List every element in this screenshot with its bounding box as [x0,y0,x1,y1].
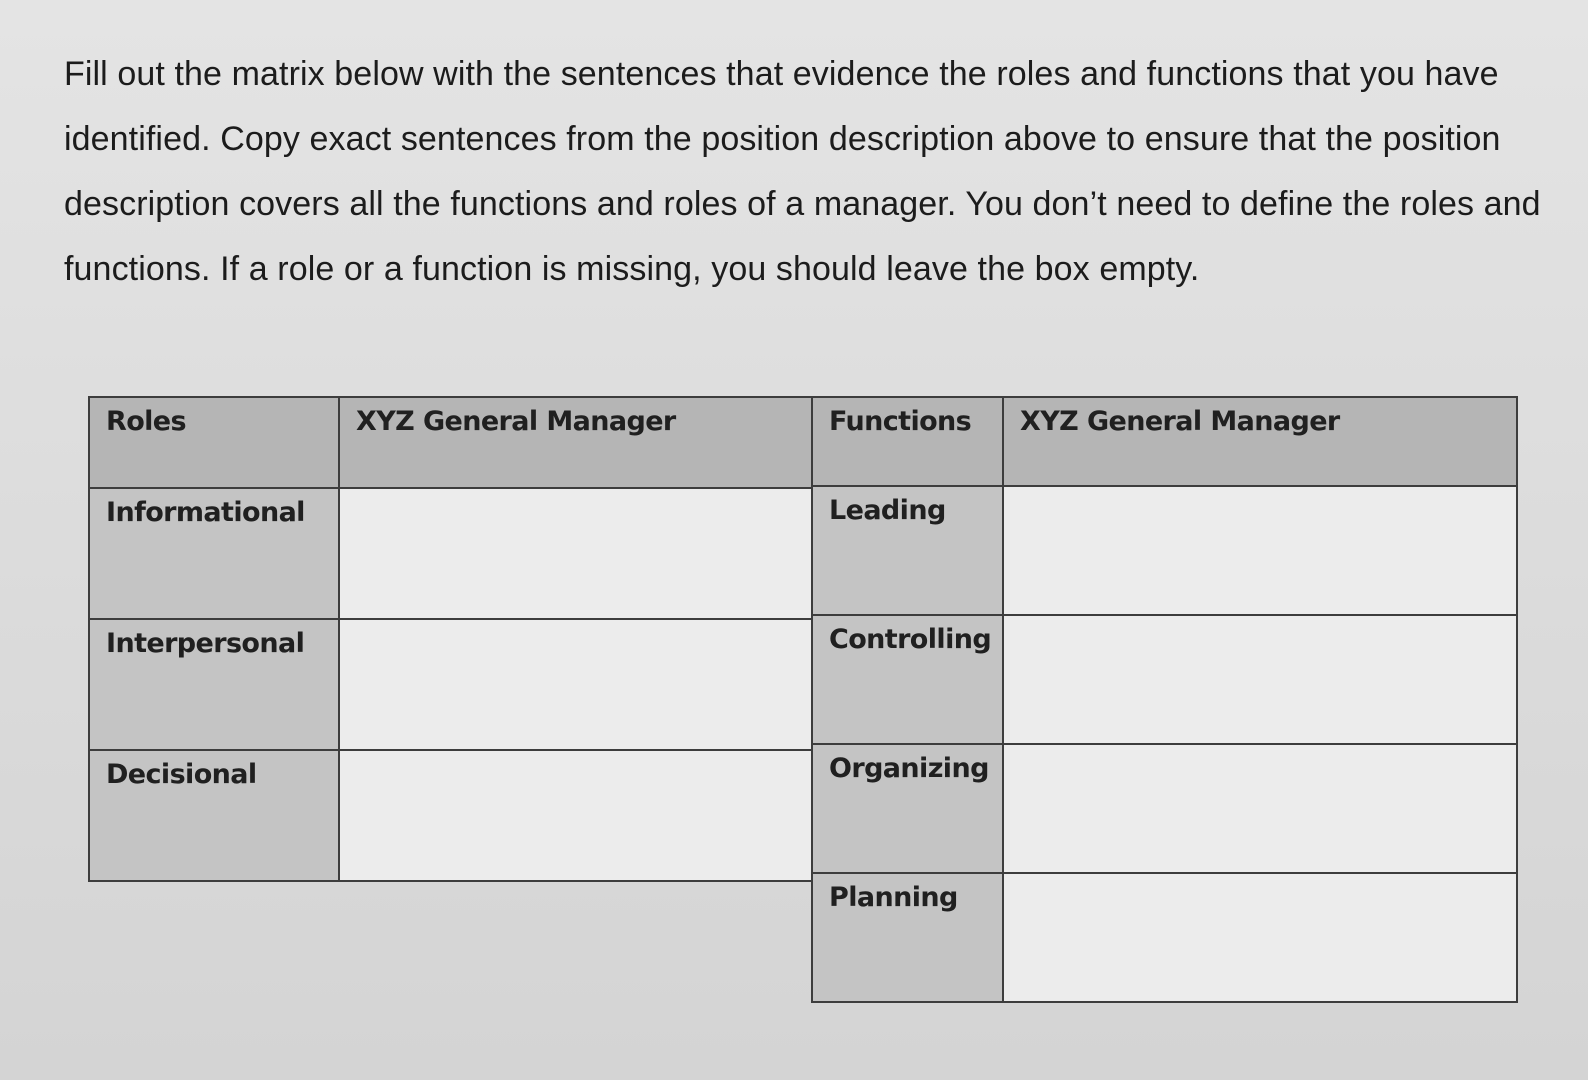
role-row-decisional [89,750,813,881]
role-answer-interpersonal[interactable] [339,619,813,750]
functions-matrix [811,396,1518,1003]
function-answer-leading[interactable] [1003,486,1517,615]
role-answer-informational[interactable] [339,488,813,619]
roles-header-label: Roles [106,406,186,437]
roles-manager-header-cell [339,397,813,488]
function-row-leading [812,486,1517,615]
function-row-organizing [812,744,1517,873]
function-label-cell [812,615,1003,744]
functions-header-row [812,397,1517,486]
function-row-controlling [812,615,1517,744]
roles-matrix [88,396,814,882]
function-label-organizing: Organizing [829,753,989,784]
function-label-leading: Leading [829,495,946,526]
role-row-interpersonal [89,619,813,750]
function-label-cell [812,873,1003,1002]
instructions-text: Fill out the matrix below with the sentences that evidence the roles and functions that you have identified. Copy exact sentences from the position description above to ensure that the position description covers all the functions and roles of a manager. You don’t need to define the roles and functions. If a role or a function is missing, you should leave the box empty. [64,55,1541,288]
functions-header-label: Functions [829,406,972,437]
function-answer-organizing[interactable] [1003,744,1517,873]
role-label-interpersonal: Interpersonal [106,628,305,659]
role-answer-decisional[interactable] [339,750,813,881]
functions-manager-header-cell [1003,397,1517,486]
roles-header-cell [89,397,339,488]
roles-manager-header-label: XYZ General Manager [356,406,676,437]
role-label-decisional: Decisional [106,759,257,790]
role-label-cell [89,619,339,750]
function-label-controlling: Controlling [829,624,992,655]
function-label-cell [812,486,1003,615]
function-row-planning [812,873,1517,1002]
function-label-cell [812,744,1003,873]
functions-header-cell [812,397,1003,486]
role-label-cell [89,750,339,881]
role-label-informational: Informational [106,497,305,528]
function-label-planning: Planning [829,882,958,913]
role-row-informational [89,488,813,619]
role-label-cell [89,488,339,619]
function-answer-controlling[interactable] [1003,615,1517,744]
roles-header-row [89,397,813,488]
function-answer-planning[interactable] [1003,873,1517,1002]
functions-manager-header-label: XYZ General Manager [1020,406,1340,437]
